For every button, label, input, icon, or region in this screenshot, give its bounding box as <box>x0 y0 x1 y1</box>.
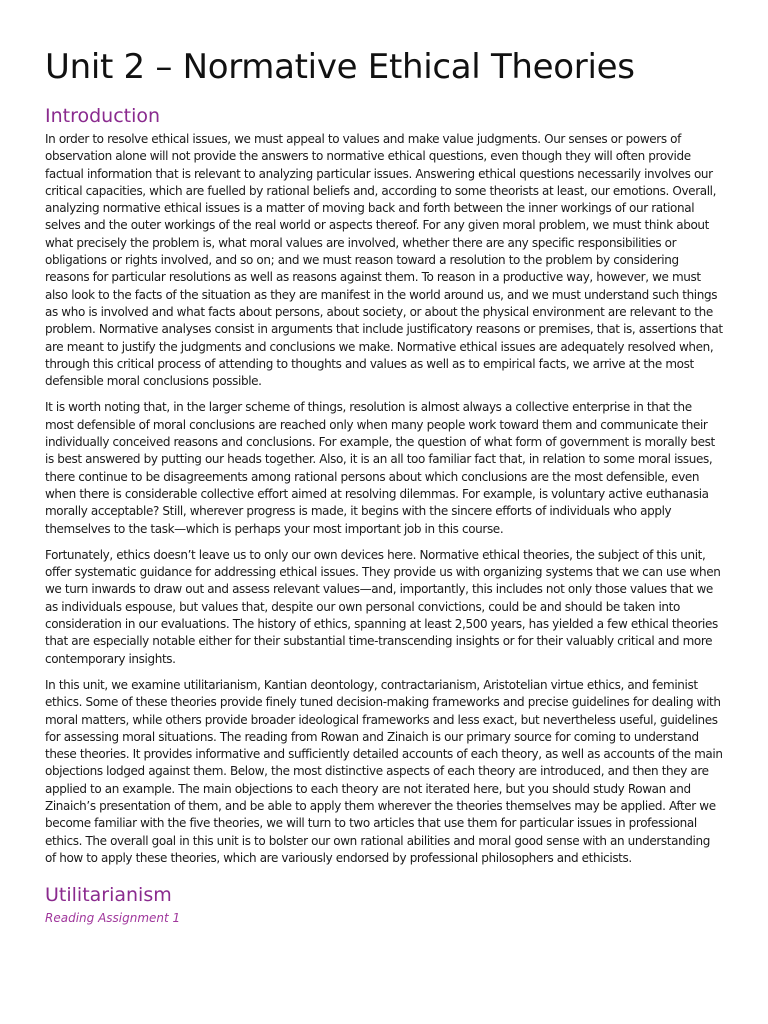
reading-assignment-subtitle: Reading Assignment 1 <box>45 911 181 926</box>
paragraph: In order to resolve ethical issues, we must appeal to values and make value judgments. Our senses or powers of observation alone will not provide the answers to normative ethical questions, even though they will often provide factual information that is relevant to analyzing particular issues. Answering ethical questions necessarily involves our critical capacities, which are fuelled by rational beliefs and, according to some theorists at least, our emotions. Overall, analyzing normative ethical issues is a matter of moving back and forth between the inner workings of our rational selves and the outer workings of the real world or aspects thereof. For any given moral problem, we must think about what precisely the problem is, what moral values are involved, whether there are any specific responsibilities or obligations or rights involved, and so on; and we must reason toward a resolution to the problem by considering reasons for particular resolutions as well as reasons against them. To reason in a productive way, however, we must also look to the facts of the situation as they are manifest in the world around us, and we must understand such things as who is involved and what facts about persons, about society, or about the physical environment are relevant to the problem. Normative analyses consist in arguments that include justificatory reasons or premises, that is, assertions that are meant to justify the judgments and conclusions we make. Normative ethical issues are adequately resolved when, through this critical process of attending to thoughts and values as well as to empirical facts, we arrive at the most defensible moral conclusions possible. <box>45 132 723 389</box>
paragraph: Fortunately, ethics doesn’t leave us to only our own devices here. Normative ethical theories, the subject of this unit, offer systematic guidance for addressing ethical issues. They provide us with organizing systems that we can use when we turn inwards to draw out and assess relevant values—and, importantly, this includes not only those values that we as individuals espouse, but values that, despite our own personal convictions, could be and should be taken into consideration in our evaluations. The history of ethics, spanning at least 2,500 years, has yielded a few ethical theories that are especially notable either for their substantial time-transcending insights or for their valuably critical and more contemporary insights. <box>45 547 721 666</box>
document-page <box>45 44 723 926</box>
section-heading-utilitarianism: Utilitarianism <box>45 884 172 907</box>
paragraph: It is worth noting that, in the larger scheme of things, resolution is almost always a collective enterprise in that the most defensible of moral conclusions are reached only when many people work toward them and communicate their individually conceived reasons and conclusions. For example, the question of what form of government is morally best is best answered by putting our heads together. Also, it is an all too familiar fact that, in relation to some moral issues, there continue to be disagreements among rational persons about which conclusions are the most defensible, even when there is considerable collective effort aimed at resolving dilemmas. For example, is voluntary active euthanasia morally acceptable? Still, wherever progress is made, it begins with the sincere efforts of individuals who apply themselves to the task—which is perhaps your most important job in this course. <box>45 400 715 536</box>
paragraph: In this unit, we examine utilitarianism, Kantian deontology, contractarianism, Aristotelian virtue ethics, and feminist ethics. Some of these theories provide finely tuned decision-making frameworks and precise guidelines for dealing with moral matters, while others provide broader ideological frameworks and less exact, but nevertheless useful, guidelines for assessing moral situations. The reading from Rowan and Zinaich is our primary source for coming to understand these theories. It provides informative and sufficiently detailed accounts of each theory, as well as accounts of the main objections lodged against them. Below, the most distinctive aspects of each theory are introduced, and then they are applied to an example. The main objections to each theory are not iterated here, but you should study Rowan and Zinaich’s presentation of them, and be able to apply them wherever the theories themselves may be applied. After we become familiar with the five theories, we will turn to two articles that use them for particular issues in professional ethics. The overall goal in this unit is to bolster our own rational abilities and moral good sense with an understanding of how to apply these theories, which are variously endorsed by professional philosophers and ethicists. <box>45 677 723 865</box>
section-heading-introduction: Introduction <box>45 105 161 127</box>
page-title: Unit 2 – Normative Ethical Theories <box>45 47 635 87</box>
